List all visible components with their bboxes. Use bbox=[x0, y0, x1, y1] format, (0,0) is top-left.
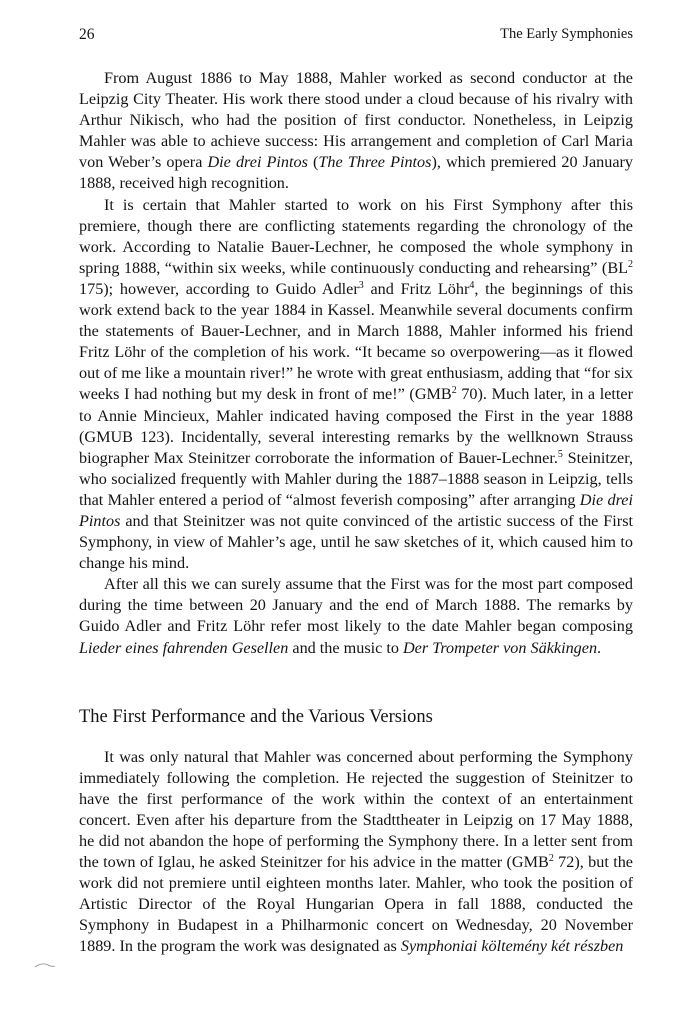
italic-title: Der Trompeter von Säkkingen bbox=[402, 638, 598, 657]
paragraph bbox=[79, 68, 633, 195]
text-run: . bbox=[597, 638, 602, 657]
text-run: 175); however, according to Guido Adler bbox=[79, 279, 359, 298]
footnote-marker: 5 bbox=[557, 448, 563, 460]
italic-title: The Three Pintos bbox=[318, 153, 432, 172]
text-run: After all this we can surely assume that the First was for the most part composed during the time between 20 January and the end of March 1888. The remarks by Guido Adler and Fritz Löhr refer most likely to the date Mahler began composing bbox=[79, 575, 633, 636]
text-run: It is certain that Mahler started to work on his First Symphony after this premiere, though there are conflicting statements regarding the chronology of the work. According to Natalie Bauer-Lechner, he composed the whole symphony in spring 1888, “within six weeks, while continuously conducting and rehearsing” (BL bbox=[79, 195, 633, 277]
italic-title: Die drei Pintos bbox=[207, 153, 308, 172]
footnote-marker: 2 bbox=[451, 385, 457, 397]
text-run: ), which premiered 20 January 1888, received high recognition. bbox=[79, 153, 634, 193]
text-run: 72), but the work did not premiere until eighteen months later. Mahler, who took the position of Artistic Director of the Royal Hungarian Opera in fall 1888, conducted the Symphony in Budapest in a Philharmonic concert on Wednesday, 20 November 1889. In the program the work was designated as bbox=[79, 853, 633, 956]
intro-paragraphs bbox=[79, 68, 633, 659]
section-paragraphs bbox=[79, 747, 633, 958]
running-title: The Early Symphonies bbox=[500, 26, 633, 42]
paragraph bbox=[79, 195, 633, 575]
body-text bbox=[79, 68, 633, 958]
text-run: and Fritz Löhr bbox=[363, 279, 470, 298]
italic-title: Symphoniai költemény két részben bbox=[400, 937, 624, 956]
paragraph bbox=[79, 747, 633, 958]
italic-title: Die drei Pintos bbox=[79, 490, 633, 530]
page-number: 26 bbox=[79, 26, 95, 43]
italic-title: Lieder eines fahrenden Gesellen bbox=[79, 638, 289, 657]
text-run: It was only natural that Mahler was concerned about performing the Symphony immediately following the completion. He rejected the suggestion of Steinitzer to have the first performance of the work within the context of an entertainment concert. Even after his departure from the Stadttheater in Leipzig on 17 May 1888, he did not abandon the hope of performing the Symphony there. In a letter sent from the town of Iglau, he asked Steinitzer for his advice in the matter (GMB bbox=[79, 747, 633, 872]
text-run: From August 1886 to May 1888, Mahler worked as second conductor at the Leipzig City Theater. His work there stood under a cloud because of his rivalry with Arthur Nikisch, who had the position of first conductor. Nonetheless, in Leipzig Mahler was able to achieve success: His arrangement and completion of Carl Maria von Weber’s opera bbox=[79, 69, 633, 172]
running-head bbox=[79, 26, 633, 46]
pencil-mark-icon bbox=[34, 962, 56, 968]
paragraph bbox=[79, 574, 633, 658]
text-run: ( bbox=[307, 153, 319, 172]
footnote-marker: 2 bbox=[548, 853, 554, 865]
text-run: , the beginnings of this work extend back to the year 1884 in Kassel. Meanwhile several documents confirm the statements of Bauer-Lechner, and in March 1888, Mahler informed his friend Fritz Löhr of the completion of his work. “It became so overpowering—as it flowed out of me like a mountain river!” he wrote with great enthusiasm, adding that “for six weeks I had nothing but my desk in front of me!” (GMB bbox=[79, 279, 633, 404]
footnote-marker: 3 bbox=[358, 279, 364, 291]
text-run: and that Steinitzer was not quite convinced of the artistic success of the First Symphony, in view of Mahler’s age, until he saw sketches of it, which caused him to change his mind. bbox=[79, 511, 633, 573]
footnote-marker: 4 bbox=[469, 279, 475, 291]
text-run: Steinitzer, who socialized frequently with Mahler during the 1887–1888 season in Leipzig, tells that Mahler entered a period of “almost feverish composing” after arranging bbox=[79, 448, 633, 509]
text-run: and the music to bbox=[288, 638, 403, 657]
section-heading: The First Performance and the Various Versions bbox=[79, 706, 433, 727]
text-run: 70). Much later, in a letter to Annie Mincieux, Mahler indicated having composed the First in the year 1888 (GMUB 123). Incidentally, several interesting remarks by the wellknown Strauss biographer Max Steinitzer corroborate the information of Bauer-Lechner. bbox=[79, 385, 633, 467]
footnote-marker: 2 bbox=[628, 258, 633, 270]
